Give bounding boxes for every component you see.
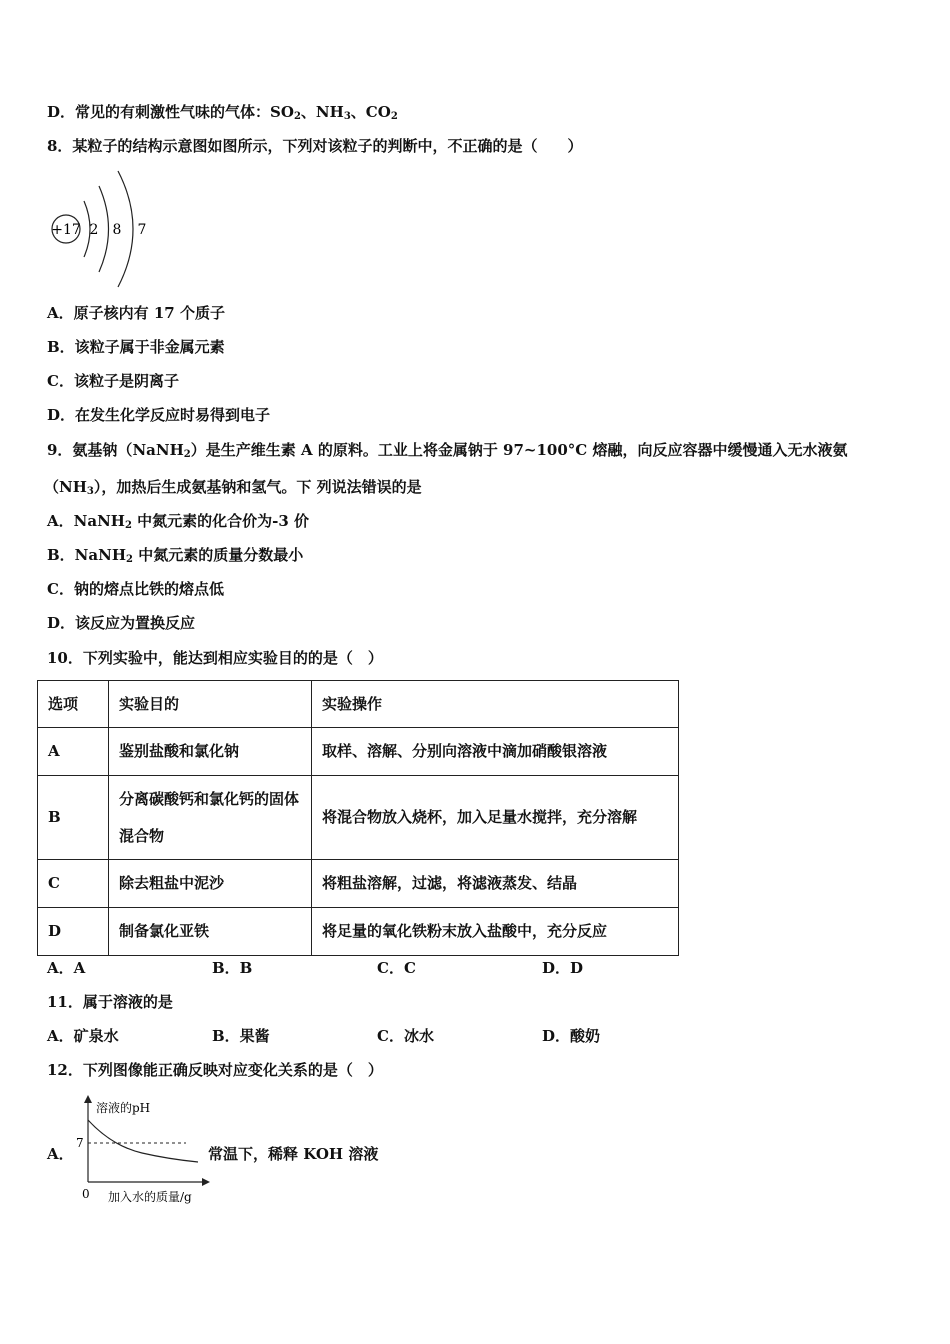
q12-option-a-label: A．	[47, 1145, 74, 1163]
table-header-row	[38, 681, 679, 728]
y-axis-arrow	[84, 1095, 92, 1103]
q10-option-a: A．A	[47, 959, 86, 977]
q12-stem: 12．下列图像能正确反映对应变化关系的是（ ）	[47, 1061, 383, 1079]
q11-option-a: A．矿泉水	[47, 1027, 119, 1045]
q9-stem: 9．氨基钠（NaNH$_2$）是生产维生素 A 的原料。工业上将金属钠于 97~100°C 熔融，向反应容器中缓慢通入无水液氨	[47, 441, 848, 460]
table-row	[38, 728, 679, 776]
ph-dilution-graph	[72, 1094, 212, 1208]
row-operation: 取样、溶解、分别向溶液中滴加硝酸银溶液	[312, 728, 679, 776]
table-row	[38, 776, 679, 860]
row-option: A	[38, 728, 109, 776]
x-axis-arrow	[202, 1178, 210, 1186]
row-purpose: 鉴别盐酸和氯化钠	[109, 728, 312, 776]
q9-option-c: C．钠的熔点比铁的熔点低	[47, 580, 224, 598]
shell-2-arc	[99, 186, 109, 272]
q11-option-b: B．果酱	[212, 1027, 270, 1045]
nucleus-charge: +17	[51, 222, 81, 238]
header-purpose: 实验目的	[109, 681, 312, 728]
q8-option-a: A．原子核内有 17 个质子	[47, 304, 225, 322]
row-purpose: 制备氯化亚铁	[109, 908, 312, 956]
q10-option-c: C．C	[377, 959, 416, 977]
shell-1-electrons: 2	[89, 222, 99, 238]
q10-option-b: B．B	[212, 959, 253, 977]
q9-stem-cont: $(NH_3)$，加热后生成氨基钠和氢气。下 列说法错误的是	[44, 478, 422, 497]
q11-stem: 11．属于溶液的是	[47, 993, 173, 1011]
table-row	[38, 860, 679, 908]
shell-3-electrons: 7	[137, 222, 147, 238]
atom-structure-diagram	[44, 168, 154, 290]
row-option: D	[38, 908, 109, 956]
ph-curve	[88, 1120, 198, 1162]
q8-option-b: B．该粒子属于非金属元素	[47, 338, 225, 356]
row-purpose: 分离碳酸钙和氯化钙的固体混合物	[109, 776, 312, 860]
q9-option-a: A．NaNH$_2$ 中氮元素的化合价为-3 价	[47, 512, 310, 531]
header-operation: 实验操作	[312, 681, 679, 728]
q9-option-d: D．该反应为置换反应	[47, 614, 196, 632]
x-axis-label: 加入水的质量/g	[108, 1190, 192, 1204]
q8-option-d: D．在发生化学反应时易得到电子	[47, 406, 271, 424]
row-operation: 将粗盐溶解，过滤，将滤液蒸发、结晶	[312, 860, 679, 908]
y-axis-label: 溶液的pH	[96, 1101, 151, 1115]
row-purpose: 除去粗盐中泥沙	[109, 860, 312, 908]
header-option: 选项	[38, 681, 109, 728]
row-option: B	[38, 776, 109, 860]
shell-2-electrons: 8	[112, 222, 122, 238]
row-option: C	[38, 860, 109, 908]
q8-stem: 8．某粒子的结构示意图如图所示，下列对该粒子的判断中，不正确的是（ ）	[47, 137, 583, 155]
table-row	[38, 908, 679, 956]
ref-tick-7: 7	[76, 1136, 84, 1150]
q11-option-c: C．冰水	[377, 1027, 434, 1045]
experiment-table	[37, 680, 679, 956]
q8-option-c: C．该粒子是阴离子	[47, 372, 179, 390]
q9-option-b: B．NaNH$_2$ 中氮元素的质量分数最小	[47, 546, 304, 565]
row-operation: 将混合物放入烧杯，加入足量水搅拌，充分溶解	[312, 776, 679, 860]
q11-option-d: D．酸奶	[542, 1027, 601, 1045]
q10-option-d: D．D	[542, 959, 584, 977]
row-operation: 将足量的氧化铁粉末放入盐酸中，充分反应	[312, 908, 679, 956]
q12-option-a-text: 常温下，稀释 KOH 溶液	[208, 1145, 379, 1163]
q10-stem: 10．下列实验中，能达到相应实验目的的是（ ）	[47, 649, 383, 667]
q7-option-d: D．常见的有刺激性气味的气体：$SO_2$、$NH_3$、$CO_2$	[47, 103, 398, 122]
origin-label: 0	[82, 1187, 90, 1201]
